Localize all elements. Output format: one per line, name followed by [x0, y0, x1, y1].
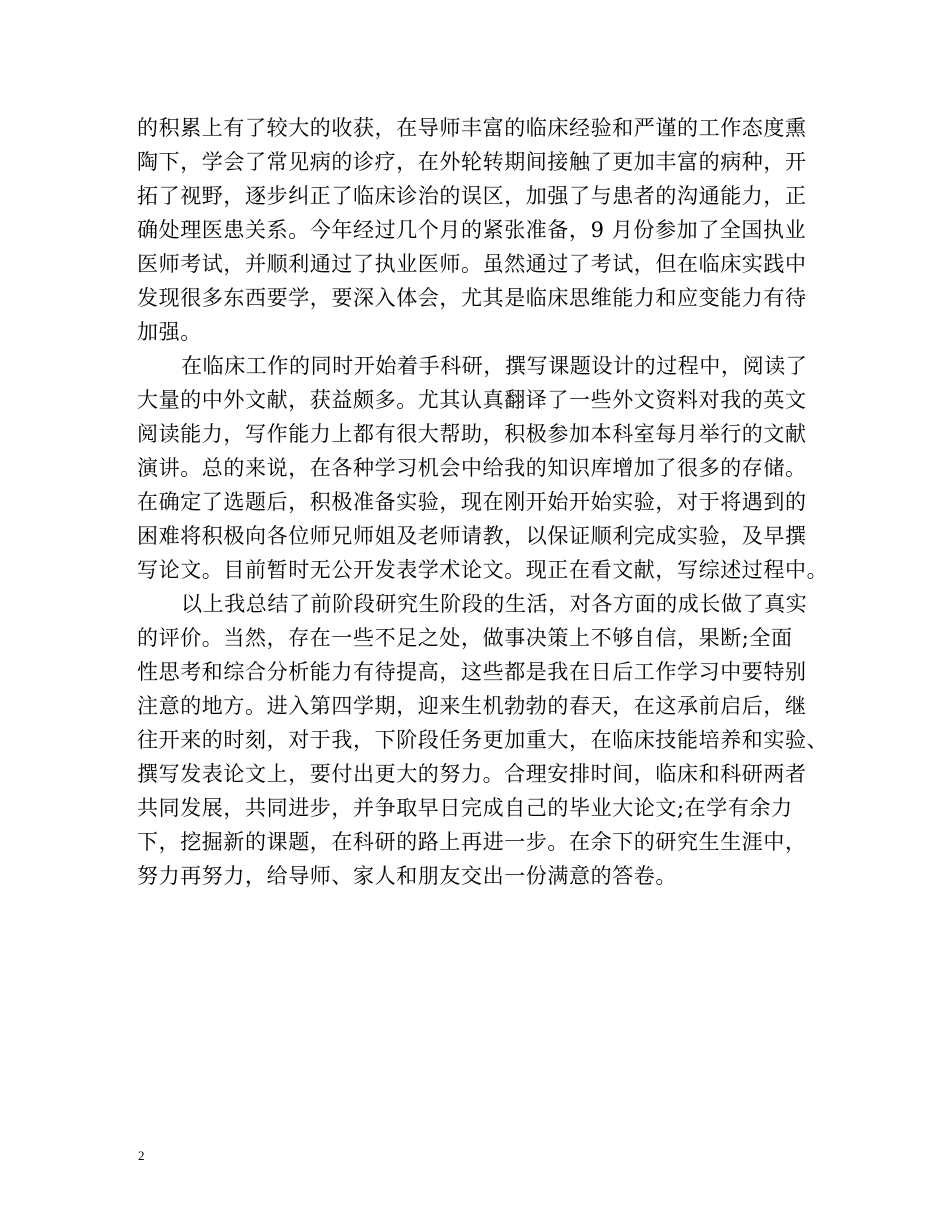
- text-line: 确处理医患关系。今年经过几个月的紧张准备，9 月份参加了全国执业: [137, 218, 807, 242]
- text-line: 共同发展，共同进步，并争取早日完成自己的毕业大论文;在学有余力: [137, 796, 793, 820]
- text-line: 拓了视野，逐步纠正了临床诊治的误区，加强了与患者的沟通能力，正: [137, 184, 807, 208]
- text-line: 的积累上有了较大的收获，在导师丰富的临床经验和严谨的工作态度熏: [137, 116, 807, 140]
- text-line: 陶下，学会了常见病的诊疗，在外轮转期间接触了更加丰富的病种，开: [137, 150, 807, 174]
- text-line: 的评价。当然，存在一些不足之处，做事决策上不够自信，果断;全面: [137, 626, 793, 650]
- text-line: 加强。: [137, 320, 202, 344]
- paragraph-first-line: 在临床工作的同时开始着手科研，撰写课题设计的过程中，阅读了: [181, 354, 808, 378]
- text-line: 阅读能力，写作能力上都有很大帮助，积极参加本科室每月举行的文献: [137, 422, 807, 446]
- text-line: 演讲。总的来说，在各种学习机会中给我的知识库增加了很多的存储。: [137, 456, 807, 480]
- body-text: [137, 111, 827, 893]
- text-line: 下，挖掘新的课题，在科研的路上再进一步。在余下的研究生生涯中，: [137, 830, 807, 854]
- text-line: 写论文。目前暂时无公开发表学术论文。现正在看文献，写综述过程中。: [137, 558, 829, 582]
- text-line: 性思考和综合分析能力有待提高，这些都是我在日后工作学习中要特别: [137, 660, 807, 684]
- text-line: 注意的地方。进入第四学期，迎来生机勃勃的春天，在这承前启后，继: [137, 694, 807, 718]
- text-line: 撰写发表论文上，要付出更大的努力。合理安排时间，临床和科研两者: [137, 762, 807, 786]
- page-number: 2: [138, 1148, 145, 1163]
- text-line: 发现很多东西要学，要深入体会，尤其是临床思维能力和应变能力有待: [137, 286, 807, 310]
- text-line: 大量的中外文献，获益颇多。尤其认真翻译了一些外文资料对我的英文: [137, 388, 807, 412]
- text-line: 在确定了选题后，积极准备实验，现在刚开始开始实验，对于将遇到的: [137, 490, 807, 514]
- text-line: 困难将积极向各位师兄师姐及老师请教，以保证顺利完成实验，及早撰: [137, 524, 807, 548]
- text-line: 医师考试，并顺利通过了执业医师。虽然通过了考试，但在临床实践中: [137, 252, 807, 276]
- paragraph-first-line: 以上我总结了前阶段研究生阶段的生活，对各方面的成长做了真实: [181, 592, 808, 616]
- text-line: 往开来的时刻，对于我，下阶段任务更加重大，在临床技能培养和实验、: [137, 728, 829, 752]
- text-line: 努力再努力，给导师、家人和朋友交出一份满意的答卷。: [137, 864, 677, 888]
